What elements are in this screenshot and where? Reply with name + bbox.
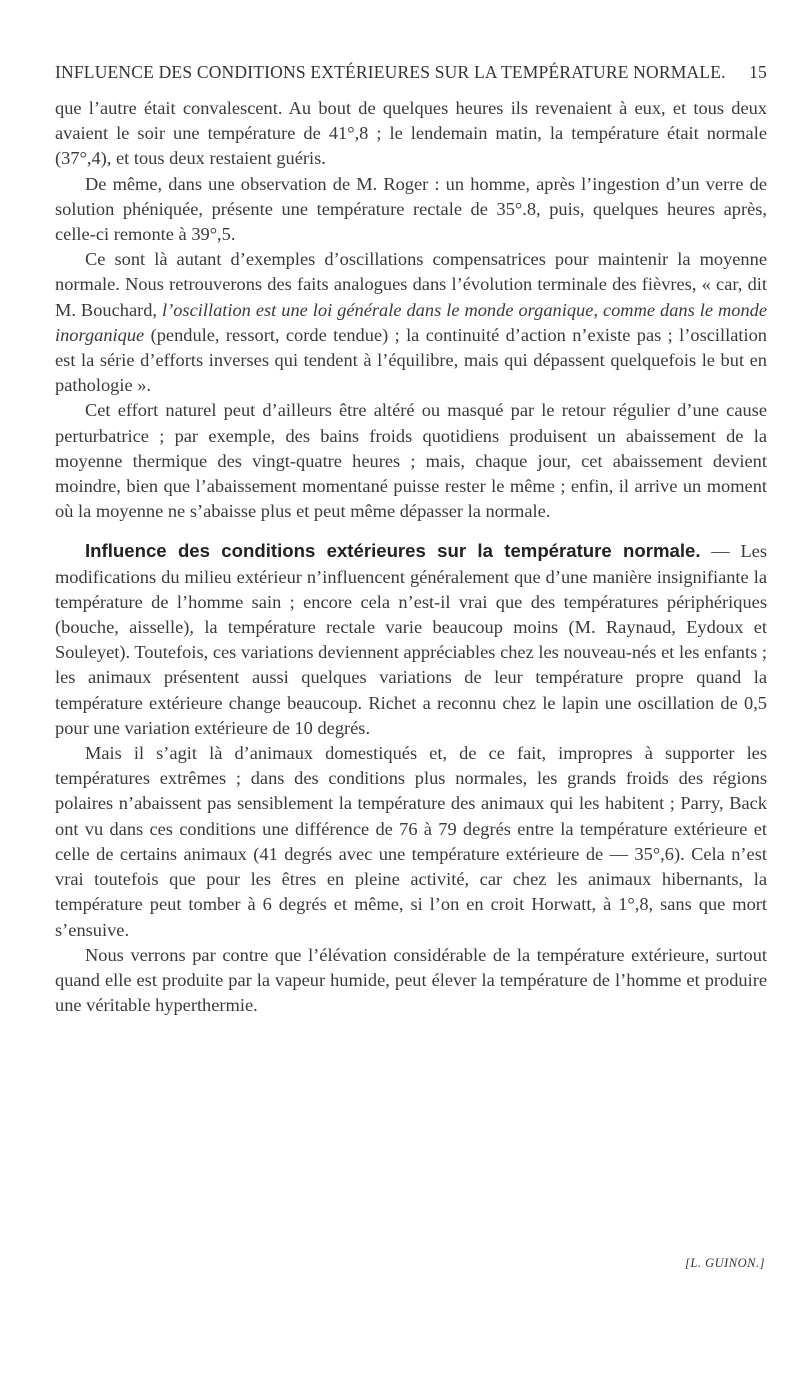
running-title: INFLUENCE DES CONDITIONS EXTÉRIEURES SUR LA TEMPÉRATURE NORMALE. [55, 62, 726, 82]
paragraph-hyperthermia: Nous verrons par contre que l’élévation considérable de la température extérieure, surtout quand elle est produite par la vapeur humide, peut élever la température de l’homme et produire une véritable hyperthermie. [55, 944, 767, 1016]
running-header [55, 62, 767, 83]
paragraph-oscillation-text-start: Ce sont là autant d’exemples d’oscillations compensatrices pour maintenir la moyenne normale. Nous retrouverons des faits analogues dans l’évolution terminale des fièvres, « car, dit M. Bouchard, [55, 249, 767, 320]
paragraph-polar-animals: Mais il s’agit là d’animaux domestiqués et, de ce fait, impropres à supporter les températures extrêmes ; dans des conditions plus normales, les grands froids des régions polaires n’abaissent pas sensiblement la température des animaux qui les habitent ; Parry, Back ont vu dans ces conditions une différence de 76 à 79 degrés entre la température extérieure et celle de certains animaux (41 degrés avec une température extérieure de — 35°,6). Cela n’est vrai toutefois que pour les êtres en pleine activité, car chez les animaux hibernants, la température peut tomber à 6 degrés et même, si l’on en croit Horwatt, à 1°,8, sans que mort s’ensuive. [55, 743, 767, 940]
paragraph-cold-baths: Cet effort naturel peut d’ailleurs être altéré ou masqué par le retour régulier d’une cause perturbatrice ; par exemple, des bains froids quotidiens produisent un abaissement de la moyenne thermique des vingt-quatre heures ; mais, chaque jour, cet abaissement devient moindre, bien que l’abaissement momentané puisse rester le même ; enfin, il arrive un moment où la moyenne ne s’abaisse plus et peut même dépasser la normale. [55, 400, 767, 522]
body-text [55, 96, 767, 1018]
paragraph-continued: que l’autre était convalescent. Au bout de quelques heures ils revenaient à eux, et tous deux avaient le soir une température de 41°,8 ; le lendemain matin, la température était normale (37°,4), et tous deux restaient guéris. [55, 98, 767, 169]
paragraph-roger-observation: De même, dans une observation de M. Roger : un homme, après l’ingestion d’un verre de solution phéniquée, présente une température rectale de 35°.8, puis, quelques heures après, celle-ci remonte à 39°,5. [55, 173, 767, 245]
page-number: 15 [749, 62, 767, 82]
paragraph-section-influence [55, 538, 767, 741]
section-paragraph-text: — Les modifications du milieu extérieur n’influencent généralement que d’une manière insignifiante la température de l’homme sain ; encore cela n’est-il vrai que des températures périphériques (bouche, aisselle), la température rectale varie beaucoup moins (M. Raynaud, Eydoux et Souleyet). Toutefois, ces variations deviennent appréciables chez les nouveau-nés et les enfants ; les animaux présentent aussi quelques variations de leur température propre quand la température extérieure change beaucoup. Richet a reconnu chez le lapin une oscillation de 0,5 pour une variation extérieure de 10 degrés. [55, 541, 767, 738]
bouchard-quote-italic: l’oscillation est une loi générale dans le monde organique, comme dans le monde inorganique [55, 299, 767, 345]
section-heading: Influence des conditions extérieures sur la température normale. [85, 540, 701, 562]
paragraph-oscillation-text-end: (pendule, ressort, corde tendue) ; la continuité d’action n’existe pas ; l’oscillation est la série d’efforts inverses qui tendent à l’équilibre, mais qui dépassent quelquefois le but en pathologie ». [55, 324, 767, 396]
paragraph-oscillation [55, 247, 767, 398]
author-signature: [L. GUINON.] [685, 1256, 765, 1270]
